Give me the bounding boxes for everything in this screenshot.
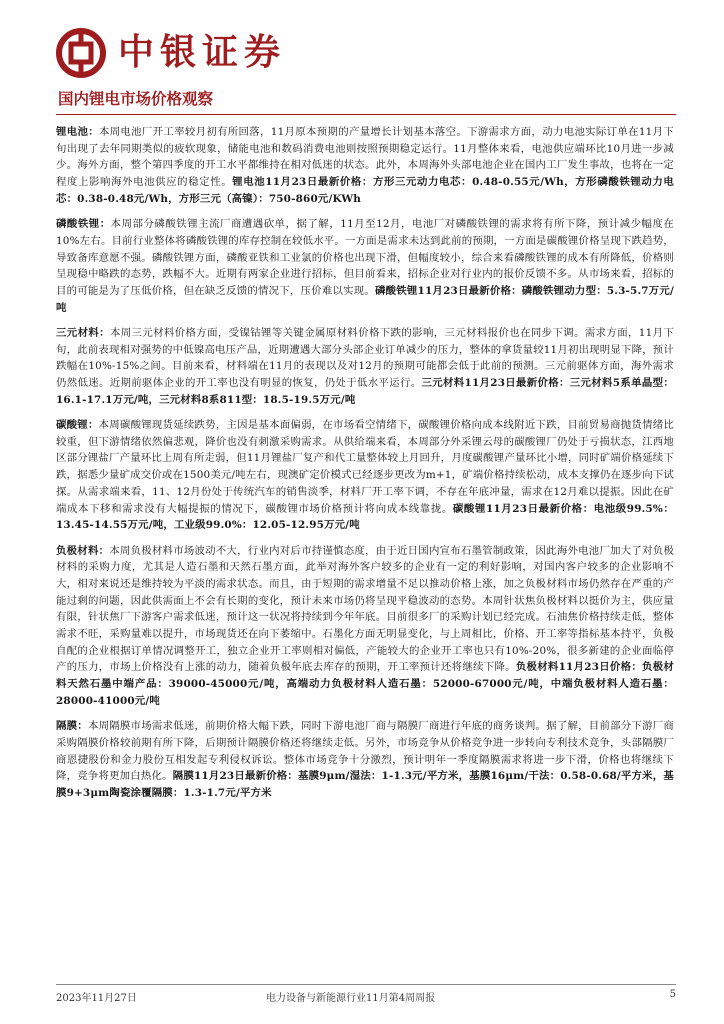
paragraph-separator (56, 718, 674, 802)
price-summary: 隔膜11月23日最新价格：基膜9μm/湿法：1-1.3元/平方米，基膜16μm/干法：0.58-0.68/平方米，基膜9+3μm陶瓷涂覆隔膜：1.3-1.7元/平方米 (56, 770, 674, 799)
price-summary: 碳酸锂11月23日最新价格：电池级99.5%：13.45-14.55万元/吨，工业级99.0%：12.05-12.95万元/吨 (56, 502, 674, 532)
page-footer (56, 984, 676, 1009)
paragraph-lfp (56, 216, 674, 316)
paragraph-lithium-carbonate (56, 417, 674, 534)
brand-name: 中银证券 (118, 32, 287, 73)
paragraph-lead: 锂电池： (56, 126, 99, 138)
paragraph-lead: 三元材料： (56, 326, 110, 339)
price-summary: 三元材料11月23日最新价格：三元材料5系单晶型：16.1-17.1万元/吨，三元材料8系811型：18.5-19.5万元/吨 (56, 377, 674, 406)
paragraph-body: 本周隔膜市场需求低迷，前期价格大幅下跌，同时下游电池厂商与隔膜厂商进行年底的商务谈判。据了解，目前部分下游厂商采购隔膜价格较前期有所下降，后期预计隔膜价格还将继续走低。另外，市场竞争从价格竞争进一步转向专利技术竞争，头部隔膜厂商恩捷股份和金力股份互相发起专利侵权诉讼。整体市场竞争十分激烈，预计明年一季度隔膜需求将进一步下滑，价格也将继续下降，竞争将更加白热化。 (56, 720, 674, 783)
price-summary: 锂电池11月23日最新价格：方形三元动力电芯：0.48-0.55元/Wh，方形磷酸铁锂动力电芯：0.38-0.48元/Wh，方形三元（高镍）：750-860元/KWh (56, 176, 674, 205)
bank-of-china-logo-icon (56, 28, 106, 78)
page-number: 5 (669, 989, 676, 1000)
paragraph-body: 本周碳酸锂现货延续跌势，主因是基本面偏弱，在市场看空情绪下，碳酸锂价格向成本线附近下跌，目前贸易商抛货情绪比较重，但下游情绪依然偏悲观，降价也没有刺激采购需求。从供给端来看，本周部分外采锂云母的碳酸锂厂仍处于亏损状态，江西地区部分锂盐厂产量环比上周有所走弱，但11月锂盐厂复产和代工量整体较上月回升，月度碳酸锂产量环比小增，同时矿端价格延续下跌，据悉少量矿成交价或在1500美元/吨左右，现澳矿定价模式已经逐步更改为m+1，矿端价格持续松动，成本支撑仍在逐步向下试探。从需求端来看，11、12月份处于传统汽车的销售淡季，材料厂开工率下调，不存在年底冲量，需求在12月难以提振。因此在矿端成本下移和需求没有大幅提振的情况下，碳酸锂市场价格预计将向成本线靠拢。 (56, 419, 675, 515)
paragraph-body: 本周三元材料价格方面，受镍钴锂等关键金属原材料价格下跌的影响，三元材料报价也在同步下调。需求方面，11月下旬，此前表现相对强势的中低镍高电压产品，近期遭遇大部分头部企业订单减少的压力，整体的拿货量较11月初出现明显下降，预计跌幅在10%-15%之间。目前来看，材料端在11月的表现以及对12月的预期可能都会低于此前的预测。三元前驱体方面，海外需求仍然低迷。近期前驱体企业的开工率也没有明显的恢复，仍处于低水平运行。 (56, 326, 674, 390)
section-title-bar (56, 88, 676, 115)
paragraph-lead: 隔膜： (56, 720, 88, 733)
paragraph-body: 本周部分磷酸铁锂主流厂商遭遇砍单，据了解，11月至12月，电池厂对磷酸铁锂的需求将有所下降，预计减少幅度在10%左右。目前行业整体将磷酸铁锂的库存控制在较低水平。一方面是需求未达到此前的预期，一方面是碳酸锂价格呈现下跌趋势，导致备库意愿不强。磷酸铁锂方面，磷酸亚铁和工业氯的价格也出现下滑，但幅度较小，综合来看磷酸铁锂的成本有所降低，价格则呈现稳中略跌的态势，跌幅不大。近期有两家企业进行招标，但目前看来，招标企业对行业内的报价反馈不多。从市场来看，招标的目的可能是为了压低价格，但在缺乏反馈的情况下，压价难以实现。 (56, 218, 674, 297)
footer-date: 2023年11月27日 (56, 993, 137, 1004)
paragraph-lithium-battery (56, 124, 674, 208)
paragraph-body: 本周负极材料市场波动不大，行业内对后市持谨慎态度，由于近日国内宣布石墨管制政策，因此海外电池厂加大了对负极材料的采购力度，尤其是人造石墨和天然石墨方面，此举对海外客户较多的企业有一定的利好影响，对国内客户较多的企业影响不大，相对来说还是维持较为平淡的需求状态。而且，由于短期的需求增量不足以推动价格上涨，加之负极材料市场仍然存在严重的产能过剩的问题，因此供需面上不会有长期的变化，预计未来市场仍将呈现平稳波动的态势。本周针状焦负极材料以挺价为主，供应量有限，针状焦厂下游客户需求低迷，预计这一状况将持续到今年年底。目前很多厂的采购计划已经完成。石油焦价格持续走低，整体需求不旺，采购量难以提升，市场现货还在向下萎缩中。石墨化方面无明显变化，与上周相比，价格、开工率等指标基本持平，负极自配的企业根据订单情况调整开工，独立企业开工率则相对偏低，产能较大的企业开工率也只有10%-20%，很多新建的企业面临停产的压力，市场上价格没有上涨的动力，随着负极年底去库存的预期，开工率预计还将继续下降。 (56, 544, 674, 674)
price-summary: 磷酸铁锂11月23日最新价格：磷酸铁锂动力型：5.3-5.7万元/吨 (56, 284, 675, 314)
paragraph-ternary (56, 325, 674, 409)
section-title: 国内锂电市场价格观察 (58, 90, 214, 108)
paragraph-body: 本周电池厂开工率较月初有所回落，11月原本预期的产量增长计划基本落空。下游需求方面，动力电池实际订单在11月下旬出现了去年同期类似的疲软现象，储能电池和数码消费电池则按照预期稳定运行。11月整体来看，电池供应端环比10月进一步减少。海外方面，整个第四季度的开工水平都维持在相对低迷的状态。此外，本周海外头部电池企业在国内工厂发生事故，也将在一定程度上影响海外电池供应的稳定性。 (56, 126, 674, 189)
footer-report-name: 电力设备与新能源行业11月第4周周报 (266, 993, 436, 1004)
report-header (56, 28, 676, 80)
paragraph-lead: 磷酸铁锂： (56, 218, 111, 231)
price-summary: 负极材料11月23日价格：负极材料天然石墨中端产品：39000-45000元/吨，高端动力负极材料人造石墨：52000-67000元/吨，中端负极材料人造石墨：28000-41000元/吨 (56, 661, 674, 707)
paragraph-anode (56, 543, 674, 710)
paragraph-lead: 碳酸锂： (56, 419, 99, 432)
paragraph-lead: 负极材料： (56, 544, 110, 557)
report-body (56, 124, 674, 810)
